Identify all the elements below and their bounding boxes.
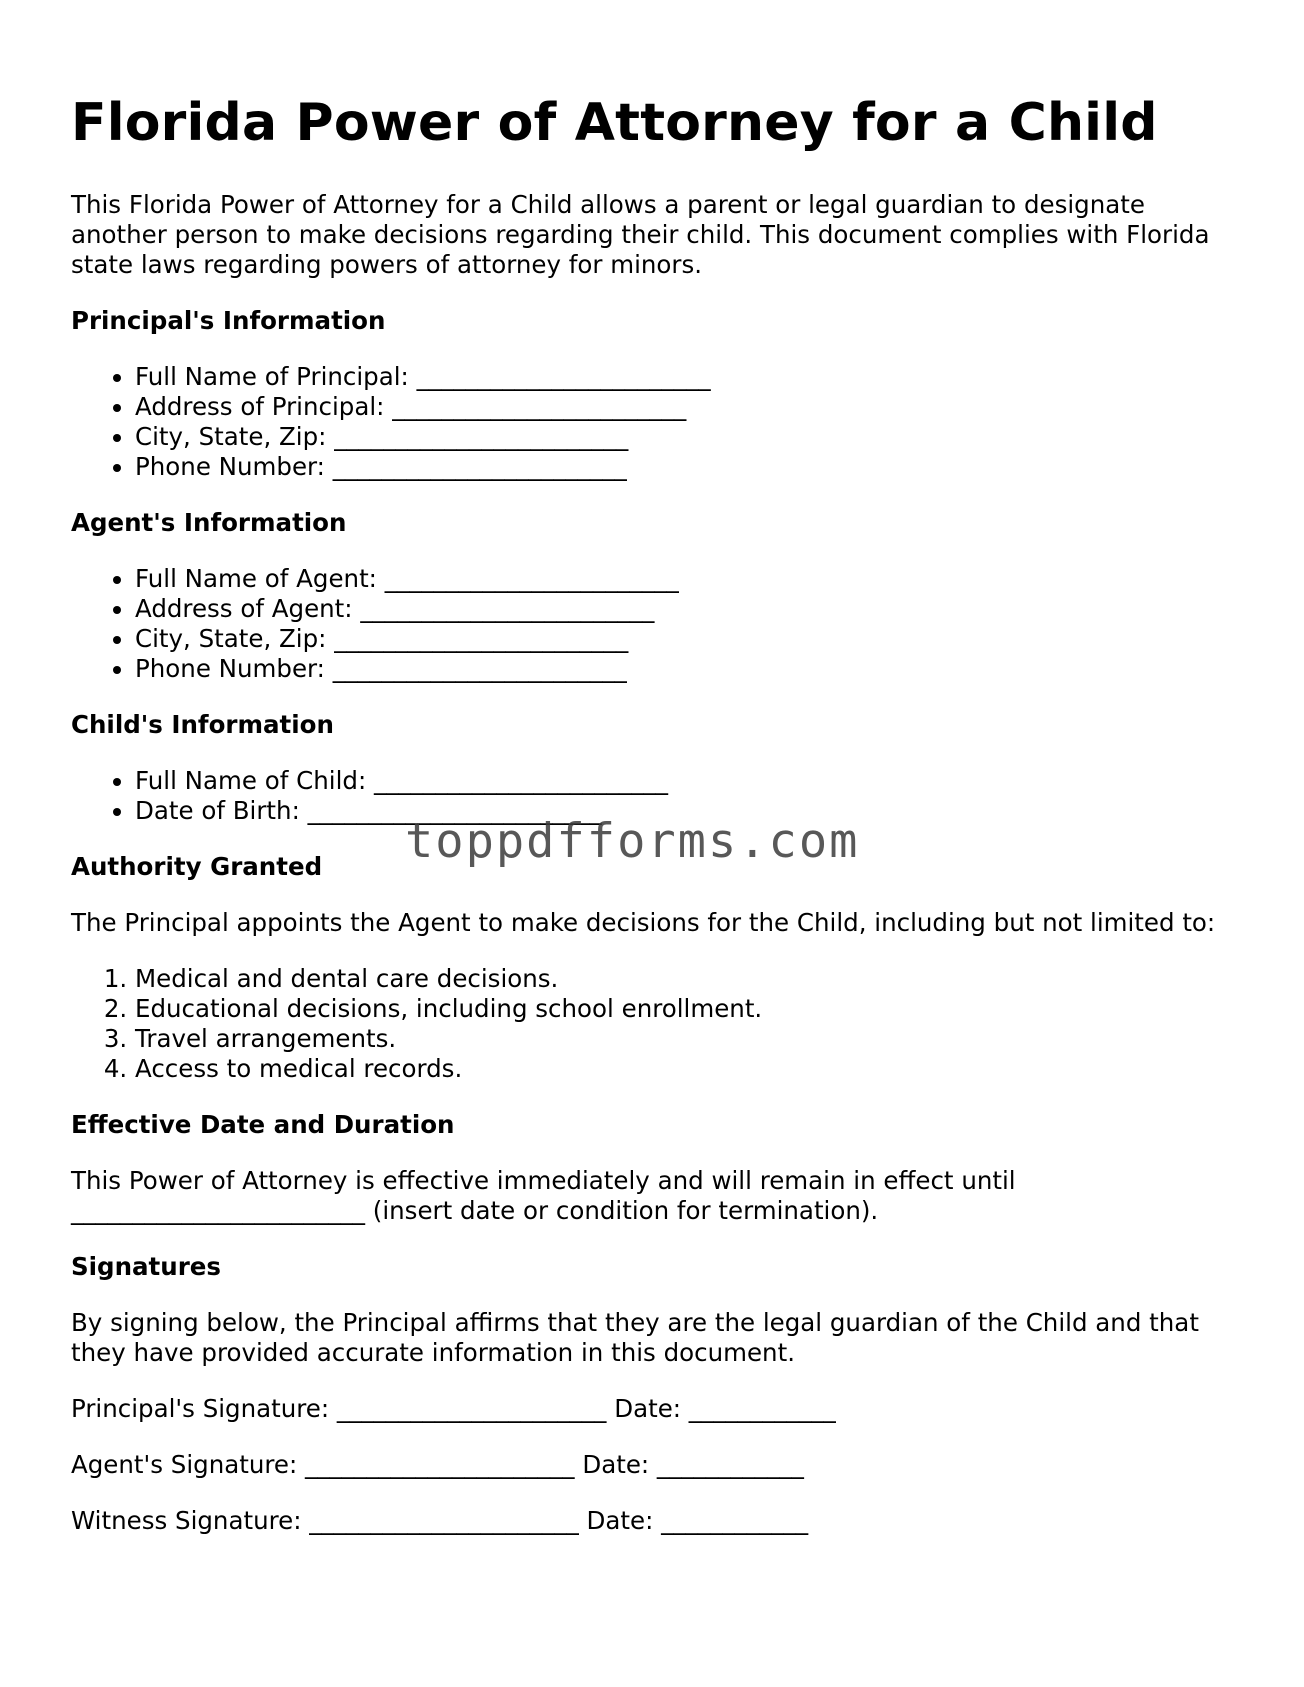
principal-signature-line[interactable]: Principal's Signature: ______________________ Date: ____________ — [71, 1394, 836, 1423]
authority-item: 1. Medical and dental care decisions. — [135, 964, 1241, 994]
principal-phone-field[interactable]: • Phone Number: ________________________ — [135, 452, 1241, 482]
witness-signature-line[interactable]: Witness Signature: ______________________ Date: ____________ — [71, 1506, 809, 1535]
agent-list — [71, 564, 1241, 684]
authority-item: 3. Travel arrangements. — [135, 1024, 1241, 1054]
effective-heading: Effective Date and Duration — [71, 1110, 455, 1139]
watermark: toppdfforms.com — [405, 814, 860, 869]
authority-list — [71, 964, 1241, 1084]
authority-item: 2. Educational decisions, including school enrollment. — [135, 994, 1241, 1024]
page-title: Florida Power of Attorney for a Child — [71, 93, 1158, 153]
principal-city-state-zip-field[interactable]: • City, State, Zip: ________________________ — [135, 422, 1241, 452]
principal-heading: Principal's Information — [71, 306, 386, 335]
agent-phone-field[interactable]: • Phone Number: ________________________ — [135, 654, 1241, 684]
child-date-of-birth-field[interactable]: • Date of Birth: ________________________ — [135, 796, 1241, 826]
principal-address-field[interactable]: • Address of Principal: ________________________ — [135, 392, 1241, 422]
child-heading: Child's Information — [71, 710, 334, 739]
agent-city-state-zip-field[interactable]: • City, State, Zip: ________________________ — [135, 624, 1241, 654]
principal-list — [71, 362, 1241, 482]
child-full-name-field[interactable]: • Full Name of Child: ________________________ — [135, 766, 1241, 796]
principal-full-name-field[interactable]: • Full Name of Principal: ________________________ — [135, 362, 1241, 392]
authority-item: 4. Access to medical records. — [135, 1054, 1241, 1084]
effective-paragraph[interactable]: This Power of Attorney is effective immediately and will remain in effect until ________________________ (insert date or condition for termination). — [71, 1166, 1016, 1225]
agent-signature-line[interactable]: Agent's Signature: ______________________ Date: ____________ — [71, 1450, 804, 1479]
authority-heading: Authority Granted — [71, 852, 323, 881]
signatures-paragraph: By signing below, the Principal affirms that they are the legal guardian of the Child and that they have provided accurate information in this document. — [71, 1308, 1199, 1367]
authority-paragraph: The Principal appoints the Agent to make decisions for the Child, including but not limited to: — [71, 908, 1216, 937]
intro-paragraph: This Florida Power of Attorney for a Child allows a parent or legal guardian to designate another person to make decisions regarding their child. This document complies with Florida state laws regarding powers of attorney for minors. — [71, 190, 1210, 279]
agent-address-field[interactable]: • Address of Agent: ________________________ — [135, 594, 1241, 624]
agent-heading: Agent's Information — [71, 508, 347, 537]
agent-full-name-field[interactable]: • Full Name of Agent: ________________________ — [135, 564, 1241, 594]
signatures-heading: Signatures — [71, 1252, 221, 1281]
